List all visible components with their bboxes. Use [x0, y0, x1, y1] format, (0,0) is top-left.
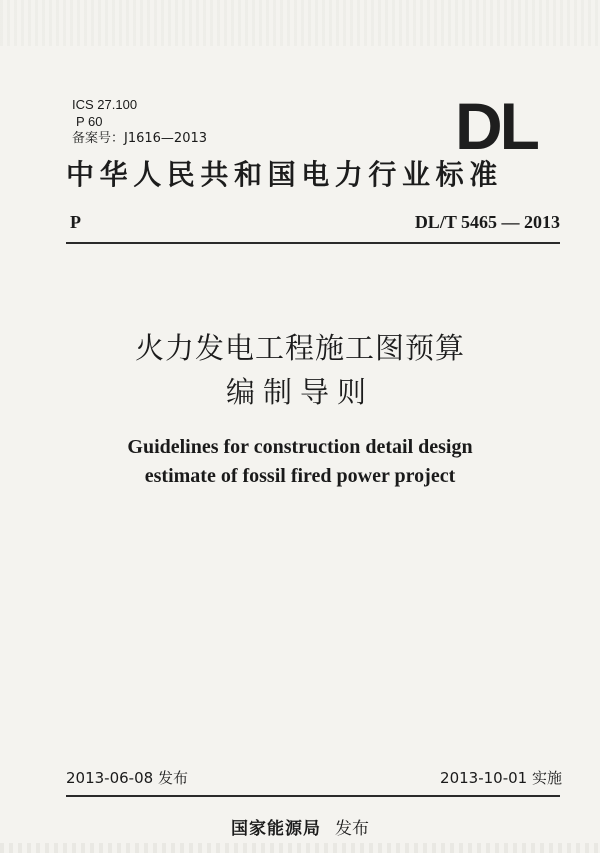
- footer-divider: [66, 795, 560, 797]
- publisher-line: [0, 814, 600, 839]
- english-title-line-1: Guidelines for construction detail design: [127, 436, 473, 458]
- scan-artifact-top: [0, 0, 600, 46]
- chinese-title-line-1: 火力发电工程施工图预算: [134, 331, 465, 365]
- publisher-org: 国家能源局: [231, 819, 321, 839]
- implement-date: 2013-10-01 实施: [440, 769, 562, 787]
- standard-title: 中华人民共和国电力行业标准: [66, 158, 503, 191]
- header-divider: [66, 242, 560, 244]
- classification-block: [72, 96, 207, 147]
- record-number: 备案号：J1616—2013: [72, 131, 208, 146]
- chinese-title-line-2: 编制导则: [225, 375, 374, 409]
- dl-logo: DL: [455, 89, 537, 163]
- release-date: 2013-06-08 发布: [66, 769, 188, 787]
- publisher-action: 发布: [335, 819, 369, 839]
- standard-number: DL/T 5465 — 2013: [414, 212, 560, 232]
- ics-code: ICS 27.100: [72, 97, 138, 112]
- p-code: P 60: [76, 114, 103, 129]
- scan-artifact-bottom: [0, 843, 600, 853]
- english-title-line-2: estimate of fossil fired power project: [144, 465, 456, 487]
- category-code: P: [70, 212, 81, 232]
